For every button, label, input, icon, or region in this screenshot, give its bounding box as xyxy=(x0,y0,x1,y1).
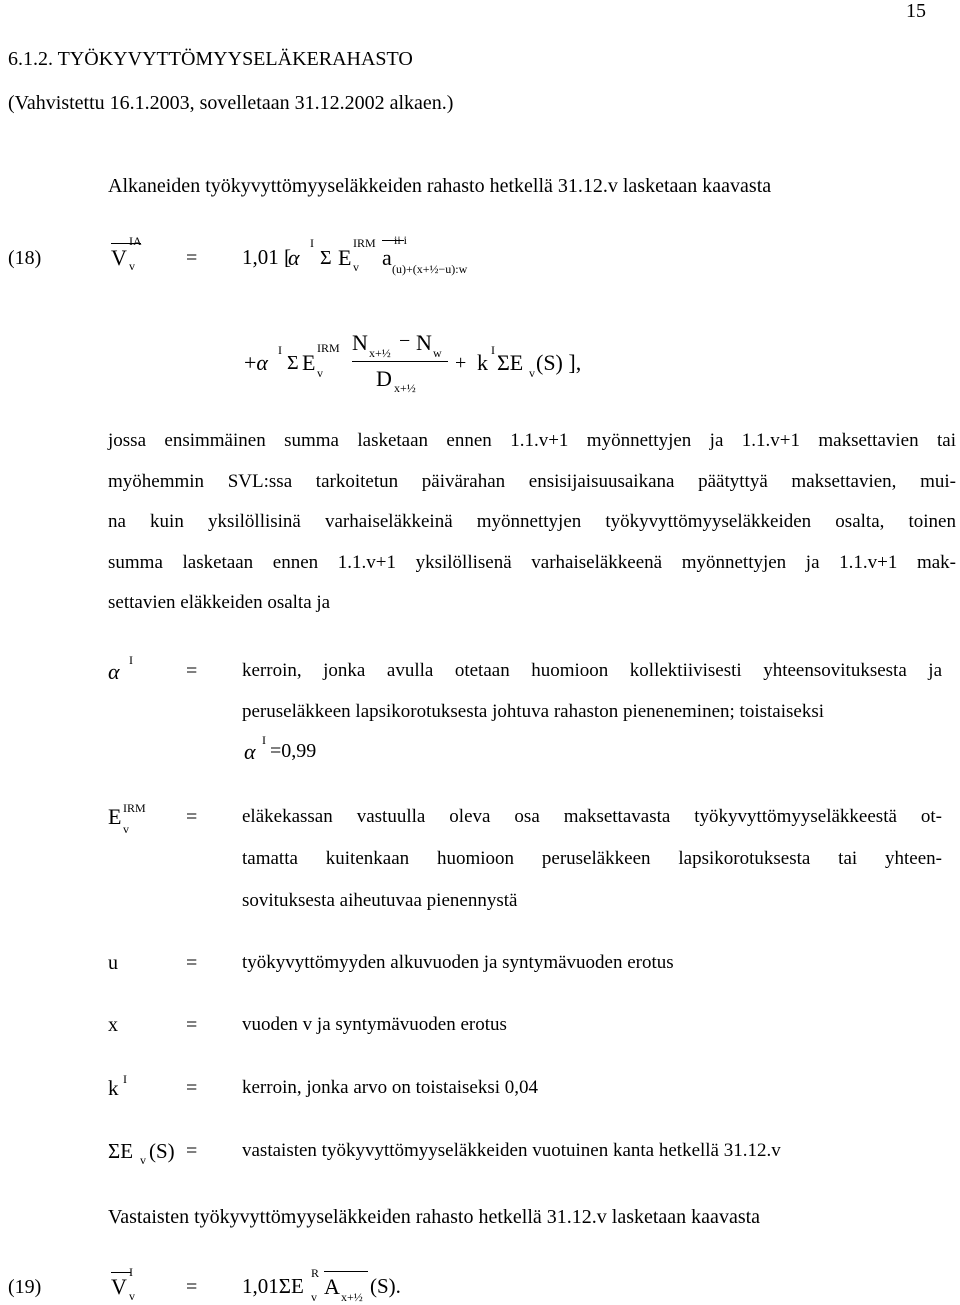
E-sub: v xyxy=(123,822,129,836)
E-sub: v xyxy=(311,1290,317,1304)
confirmation-note: (Vahvistettu 16.1.2003, sovelletaan 31.12.2002 alkaen.) xyxy=(8,92,454,114)
alpha-value: =0,99 xyxy=(270,740,317,762)
alpha-symbol: α xyxy=(288,245,300,270)
paragraph-line: jossa ensimmäinen summa lasketaan ennen 1.1.v+1 myönnettyjen ja 1.1.v+1 maksettavien tai xyxy=(108,430,956,451)
formula-lhs: V xyxy=(111,1274,127,1299)
paragraph-line: myöhemmin SVL:ssa tarkoitetun päivärahan ensisijaisuusaikana päätyttyä maksettavien, mui- xyxy=(108,470,956,492)
E-sup: IRM xyxy=(123,801,146,815)
D-sub: x+½ xyxy=(394,381,416,395)
paragraph-line: summa lasketaan ennen 1.1.v+1 yksilöllisenä varhaiseläkkeenä myönnettyjen ja 1.1.v+1 mak- xyxy=(108,551,956,573)
A-symbol: A xyxy=(324,1274,340,1299)
sigmaE-symbol: ΣE xyxy=(108,1139,134,1163)
N1-sub: x+½ xyxy=(369,346,391,360)
equals-sign: = xyxy=(186,806,198,828)
equals-sign: = xyxy=(186,660,198,682)
S-term: (S) xyxy=(149,1139,175,1163)
k-symbol: k xyxy=(108,1076,119,1100)
definition-text: vuoden v ja syntymävuoden erotus xyxy=(242,1014,507,1035)
S-term: (S) ], xyxy=(536,350,582,375)
k-sup: I xyxy=(123,1072,127,1086)
equals-sign: = xyxy=(186,247,198,269)
equals-sign: = xyxy=(186,1014,198,1036)
equals-sign: = xyxy=(186,1140,198,1162)
alpha-symbol: α xyxy=(244,739,256,764)
coefficient: 1,01ΣE xyxy=(242,1274,304,1298)
E-sup: IRM xyxy=(317,341,340,355)
E-sup: R xyxy=(311,1266,320,1280)
E-sub: v xyxy=(317,366,323,380)
E-symbol: E xyxy=(108,804,122,829)
E-symbol: E xyxy=(338,245,352,270)
N-numerator-1: N xyxy=(352,330,368,355)
N2-sub: w xyxy=(433,346,442,360)
equals-sign: = xyxy=(186,1276,198,1298)
definition-text: eläkekassan vastuulla oleva osa maksettavasta työkyvyttömyyseläkkeestä ot- tamatta kuitenkaan huomioon peruseläkkeen lapsikorotuksesta tai yhteen- sovituksesta aiheutuvaa pienennystä xyxy=(242,806,942,911)
definition-text: vastaisten työkyvyttömyyseläkkeiden vuotuinen kanta hetkellä 31.12.v xyxy=(242,1140,781,1161)
sigma-symbol: Σ xyxy=(320,247,332,269)
E-sup: IRM xyxy=(353,236,376,250)
formula-number: (18) xyxy=(8,247,42,269)
explanation-paragraph xyxy=(108,421,956,624)
E-symbol: E xyxy=(302,350,316,375)
alpha-symbol: α xyxy=(256,350,268,375)
plus-sign: + xyxy=(455,352,467,374)
annuity-symbol: a xyxy=(382,245,392,270)
x-symbol: x xyxy=(108,1014,118,1036)
alpha-sup: I xyxy=(278,343,282,357)
sigma-symbol: Σ xyxy=(287,352,299,374)
outro-text: Vastaisten työkyvyttömyyseläkkeiden rahasto hetkellä 31.12.v lasketaan kaavasta xyxy=(108,1206,761,1228)
alpha-symbol: α xyxy=(108,659,120,684)
sigmaE-symbol: ΣE xyxy=(497,350,524,375)
definition-text: työkyvyttömyyden alkuvuoden ja syntymävuoden erotus xyxy=(242,952,674,973)
paragraph-line: settavien eläkkeiden osalta ja xyxy=(108,592,331,613)
equals-sign: = xyxy=(186,1077,198,1099)
minus-sign: − xyxy=(399,330,411,352)
k-sup: I xyxy=(491,343,495,357)
section-heading: 6.1.2. TYÖKYVYTTÖMYYSELÄKERAHASTO xyxy=(8,48,413,70)
alpha-sup: I xyxy=(262,733,266,747)
formula-lhs-sub: v xyxy=(129,259,135,273)
annuity-sup: ii i xyxy=(394,233,408,247)
fraction-bar xyxy=(352,361,448,362)
alpha-sup: I xyxy=(310,236,314,250)
definition-text: kerroin, jonka avulla otetaan huomioon kollektiivisesti yhteensovituksesta ja peruseläkkeen lapsikorotuksesta johtuva rahaston pieneneminen; toistaiseksi xyxy=(242,660,942,722)
overbar xyxy=(324,1271,368,1272)
page-number: 15 xyxy=(906,0,926,22)
formula-lhs-sup: IA xyxy=(129,234,142,248)
k-symbol: k xyxy=(477,350,488,375)
formula-lhs-sup: I xyxy=(129,1265,133,1279)
N-numerator-2: N xyxy=(416,330,432,355)
sigmaE-sub: v xyxy=(529,366,535,380)
overbar xyxy=(111,1272,131,1273)
paragraph-line: na kuin yksilöllisinä varhaiseläkkeinä myönnettyjen työkyvyttömyyseläkkeiden osalta, toinen xyxy=(108,511,956,532)
formula-number: (19) xyxy=(8,1276,42,1298)
A-sub: x+½ xyxy=(341,1290,363,1304)
alpha-sup: I xyxy=(129,653,133,667)
E-sub: v xyxy=(353,260,359,274)
sigmaE-sub: v xyxy=(140,1153,146,1167)
plus-alpha: +α xyxy=(244,350,268,375)
coefficient: 1,01 [ xyxy=(242,245,291,269)
u-symbol: u xyxy=(108,952,118,974)
definition-text: kerroin, jonka arvo on toistaiseksi 0,04 xyxy=(242,1077,539,1098)
equals-sign: = xyxy=(186,952,198,974)
S-term: (S). xyxy=(370,1274,401,1298)
formula-lhs-sub: v xyxy=(129,1289,135,1303)
formula-lhs: V xyxy=(111,245,127,270)
D-denominator: D xyxy=(376,366,392,391)
intro-text: Alkaneiden työkyvyttömyyseläkkeiden rahasto hetkellä 31.12.v lasketaan kaavasta xyxy=(108,175,772,197)
annuity-sub: (u)+(x+½−u):w xyxy=(392,262,468,276)
